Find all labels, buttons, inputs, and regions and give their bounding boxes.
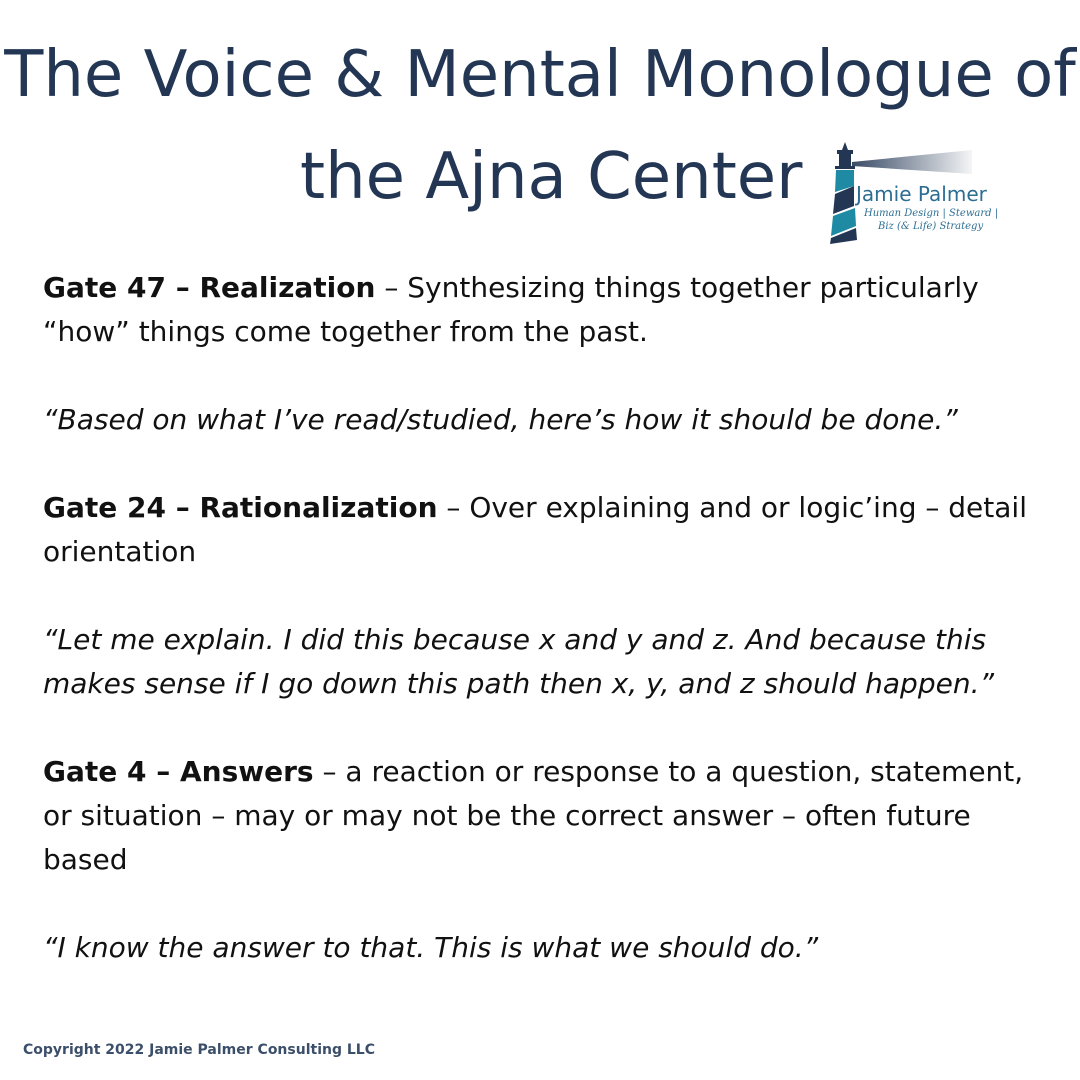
- gate-4-description: – a reaction or response to a question, statement, or situation – may or may not be the correct answer – often future based: [43, 755, 1024, 876]
- gate-list: [43, 266, 1043, 970]
- gate-24-description: – Over explaining and or logic’ing – detail orientation: [43, 491, 1027, 568]
- brand-tagline-line-1: Human Design | Steward |: [864, 208, 999, 219]
- brand-name: Jamie Palmer: [856, 182, 987, 206]
- brand-tagline-line-2: Biz (& Life) Strategy: [878, 221, 984, 232]
- copyright-notice: Copyright 2022 Jamie Palmer Consulting LLC: [23, 1042, 375, 1058]
- page-title-line-1: The Voice & Mental Monologue of: [4, 38, 1076, 112]
- gate-4-quote: “I know the answer to that. This is what we should do.”: [43, 931, 819, 964]
- gate-4-entry: [43, 750, 1043, 882]
- gate-24-heading: Gate 24 – Rationalization: [43, 491, 438, 524]
- gate-47-description: – Synthesizing things together particularly “how” things come together from the past.: [43, 271, 979, 348]
- page-title-line-2-text: the Ajna Center: [300, 140, 803, 214]
- brand-logo: [822, 140, 1012, 246]
- gate-24-entry: [43, 486, 1043, 574]
- gate-47-heading: Gate 47 – Realization: [43, 271, 376, 304]
- gate-24-quote: “Let me explain. I did this because x and y and z. And because this makes sense if I go down this path then x, y, and z should happen.”: [43, 623, 994, 700]
- gate-47-quote: “Based on what I’ve read/studied, here’s how it should be done.”: [43, 403, 958, 436]
- gate-4-heading: Gate 4 – Answers: [43, 755, 314, 788]
- gate-47-entry: [43, 266, 1043, 354]
